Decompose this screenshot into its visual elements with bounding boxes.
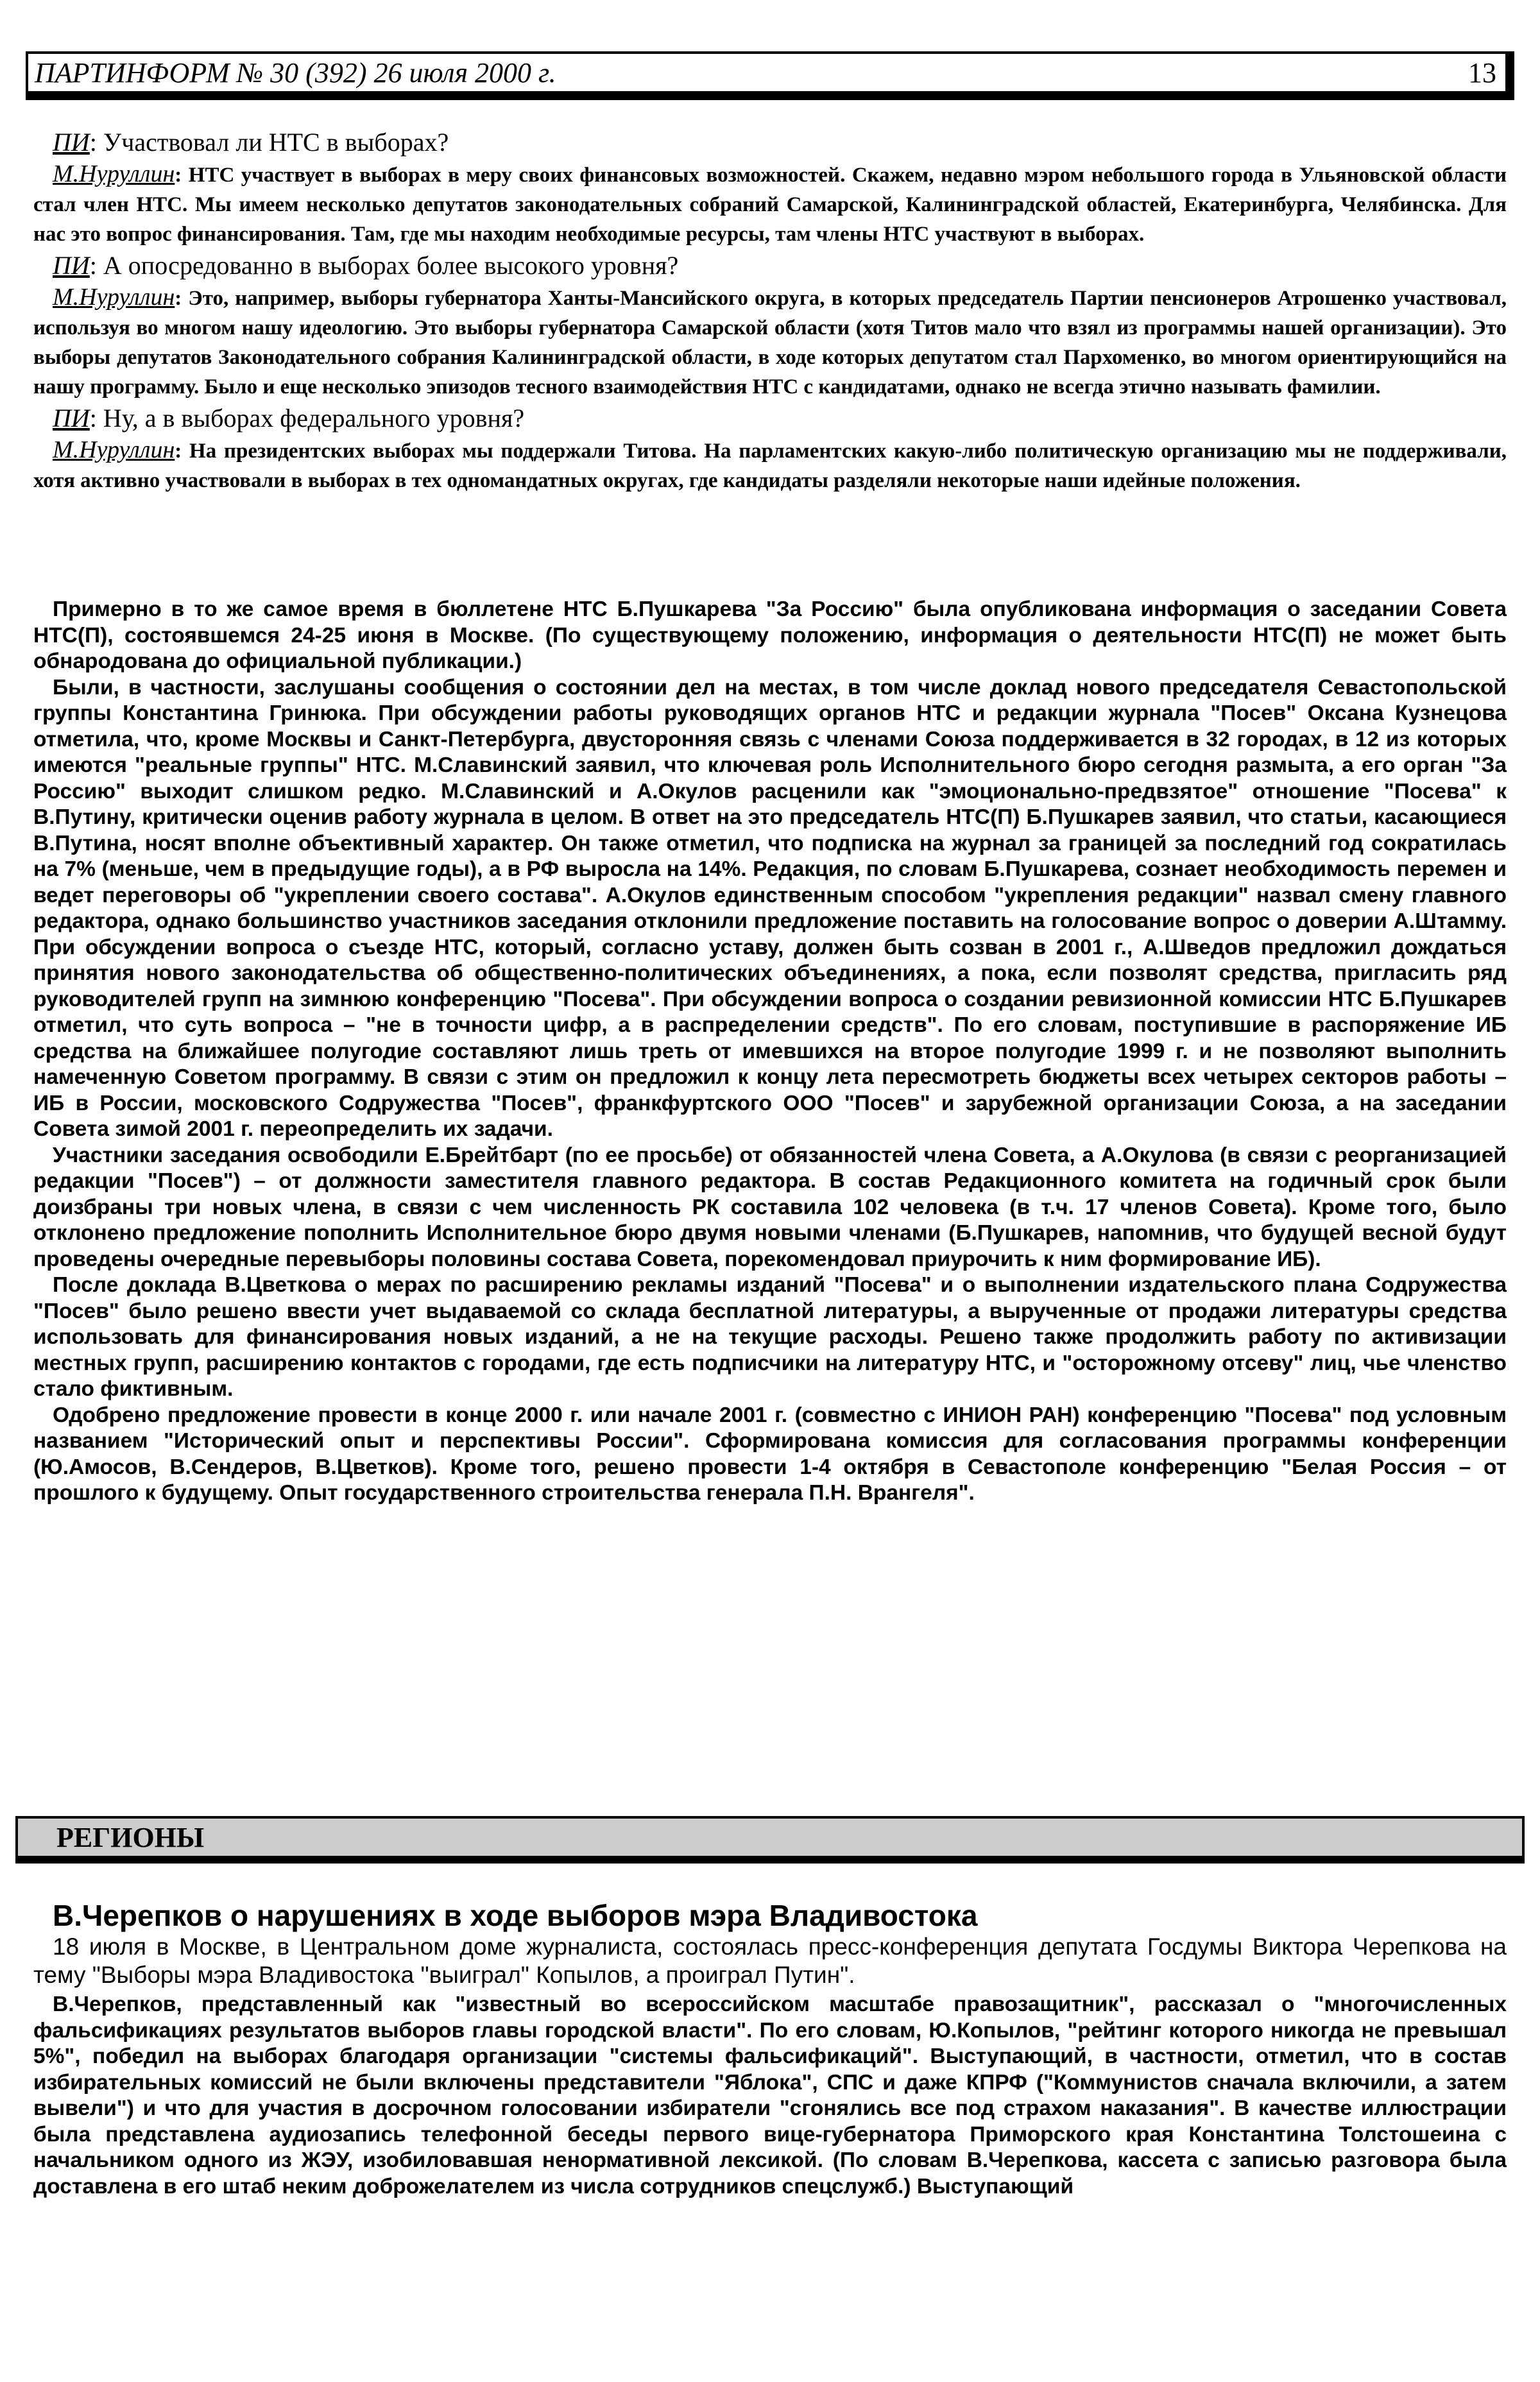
- answer-text: : НТС участвует в выборах в меру своих финансовых возможностей. Скажем, недавно мэром небольшого города в Ульяновской области стал член НТС. Мы имеем несколько депутатов законодательных собраний Самарской, Калининградской областей, Екатеринбурга, Челябинска. Для нас это вопрос финансирования. Там, где мы находим необходимые ресурсы, там члены НТС участвуют в выборах.: [33, 164, 1507, 246]
- article-body: В.Черепков, представленный как "известный во всероссийском масштабе правозащитник", рассказал о "многочисленных фальсификациях результатов выборов главы городской власти". По его словам, Ю.Копылов, "рейтинг которого никогда не превышал 5%", победил на выборах благодаря организации "системы фальсификаций". Выступающий, в частности, отметил, что в состав избирательных комиссий не были включены представители "Яблока", СПС и даже КПРФ ("Коммунистов сначала включили, а затем вывели") и что для участия в досрочном голосовании избиратели "сгонялись все под страхом наказания". В качестве иллюстрации была представлена аудиозапись телефонной беседы первого вице-губернатора Приморского края Константина Толстошеина с начальником одного из ЖЭУ, изобиловавшая ненормативной лексикой. (По словам В.Черепкова, кассета с записью разговора была доставлена в его штаб неким доброжелателем из числа сотрудников спецслужб.) Выступающий: [33, 1992, 1507, 2198]
- interview-question: [33, 402, 1507, 435]
- interview-question: [33, 126, 1507, 159]
- interview-answer: [33, 282, 1507, 402]
- answer-text: : Это, например, выборы губернатора Ханты-Мансийского округа, в которых председатель Партии пенсионеров Атрошенко участвовал, используя во многом нашу идеологию. Это выборы губернатора Самарской области (хотя Титов мало что взял из программы нашей организации). Это выборы депутатов Законодательного собрания Калининградской области, в ходе которых депутатом стал Пархоменко, во многом ориентирующийся на нашу программу. Было и еще несколько эпизодов тесного взаимодействия НТС с кандидатами, однако не всегда этично называть фамилии.: [33, 287, 1507, 398]
- report-paragraph: Участники заседания освободили Е.Брейтбарт (по ее просьбе) от обязанностей члена Совета, а А.Окулова (в связи с реорганизацией редакции "Посев") – от должности заместителя главного редактора. В состав Редакционного комитета на годичный срок были доизбраны три новых члена, в связи с чем численность РК составила 102 человека (в т.ч. 17 членов Совета). Кроме того, было отклонено предложение пополнить Исполнительное бюро двумя новыми членами (Б.Пушкарев, напомнив, что будущей весной будут проведены очередные перевыборы половины состава Совета, порекомендовал приурочить к ним формирование ИБ).: [33, 1143, 1507, 1271]
- report-paragraph: Примерно в то же самое время в бюллетене НТС Б.Пушкарева "За Россию" была опубликована информация о заседании Совета НТС(П), состоявшемся 24-25 июня в Москве. (По существующему положению, информация о деятельности НТС(П) не может быть обнародована до официальной публикации.): [33, 597, 1507, 673]
- speaker: М.Нуруллин: [53, 160, 175, 187]
- speaker: М.Нуруллин: [53, 436, 175, 463]
- interview-answer: [33, 159, 1507, 249]
- section-header-regions: [15, 1816, 1525, 1864]
- report-paragraph: Одобрено предложение провести в конце 2000 г. или начале 2001 г. (совместно с ИНИОН РАН) конференцию "Посева" под условным названием "Исторический опыт и перспективы России". Сформирована комиссия для согласования программы конференции (Ю.Амосов, В.Сендеров, В.Цветков). Кроме того, решено провести 1-4 октября в Севастополе конференцию "Белая Россия – от прошлого к будущему. Опыт государственного строительства генерала П.Н. Врангеля".: [33, 1403, 1507, 1505]
- section-title: РЕГИОНЫ: [56, 1821, 205, 1853]
- question-text: : Участвовал ли НТС в выборах?: [89, 128, 449, 157]
- council-report: [33, 597, 1507, 1507]
- article-headline: В.Черепков о нарушениях в ходе выборов мэра Владивостока: [53, 1899, 978, 1932]
- report-paragraph: После доклада В.Цветкова о мерах по расширению рекламы изданий "Посева" и о выполнении издательского плана Содружества "Посев" было решено ввести учет выдаваемой со склада бесплатной литературы, а вырученные от продажи литературы средства использовать для финансирования новых изданий, а не на текущие расходы. Решено также продолжить работу по активизации местных групп, расширению контактов с городами, где есть подписчики на литературу НТС, и "осторожному отсеву" лиц, чье членство стало фиктивным.: [33, 1273, 1507, 1401]
- question-text: : Ну, а в выборах федерального уровня?: [89, 404, 525, 433]
- page-number: 13: [1468, 56, 1496, 89]
- speaker: М.Нуруллин: [53, 284, 175, 311]
- interview-question: [33, 249, 1507, 282]
- speaker: ПИ: [53, 128, 90, 157]
- article-lead: 18 июля в Москве, в Центральном доме журналиста, состоялась пресс-конференция депутата Госдумы Виктора Черепкова на тему "Выборы мэра Владивостока "выиграл" Копылов, а проиграл Путин".: [33, 1933, 1507, 1988]
- speaker: ПИ: [53, 251, 90, 280]
- interview-section: [33, 126, 1507, 495]
- question-text: : А опосредованно в выборах более высокого уровня?: [89, 251, 679, 280]
- page-header: [26, 51, 1514, 100]
- report-paragraph: Были, в частности, заслушаны сообщения о состоянии дел на местах, в том числе доклад нового председателя Севастопольской группы Константина Гринюка. При обсуждении работы руководящих органов НТС и редакции журнала "Посев" Оксана Кузнецова отметила, что, кроме Москвы и Санкт-Петербурга, двусторонняя связь с членами Союза поддерживается в 32 городах, в 12 из которых имеются "реальные группы" НТС. М.Славинский заявил, что ключевая роль Исполнительного бюро сегодня размыта, а его орган "За Россию" выходит слишком редко. М.Славинский и А.Окулов расценили как "эмоционально-предвзятое" отношение "Посева" к В.Путину, критически оценив работу журнала в целом. В ответ на это председатель НТС(П) Б.Пушкарев заявил, что статьи, касающиеся В.Путина, носят вполне объективный характер. Он также отметил, что подписка на журнал за границей за последний год сократилась на 7% (меньше, чем в предыдущие годы), а в РФ выросла на 14%. Редакция, по словам Б.Пушкарева, сознает необходимость перемен и ведет переговоры об "укреплении своего состава". А.Окулов единственным способом "укрепления редакции" назвал смену главного редактора, однако большинство участников заседания отклонили предложение поставить на голосование вопрос о доверии А.Штамму. При обсуждении вопроса о съезде НТС, который, согласно уставу, должен быть созван в 2001 г., А.Шведов предложил дождаться принятия нового законодательства об общественно-политических объединениях, а пока, если позволят средства, пригласить ряд руководителей групп на зимнюю конференцию "Посева". При обсуждении вопроса о создании ревизионной комиссии НТС Б.Пушкарев отметил, что суть вопроса – "не в точности цифр, а в распределении средств". По его словам, поступившие в распоряжение ИБ средства на ближайшее полугодие составляют лишь треть от имевшихся на второе полугодие 1999 г. и не позволяют выполнить намеченную Советом программу. В связи с этим он предложил к концу лета пересмотреть бюджеты всех четырех секторов работы – ИБ в России, московского Содружества "Посев", франкфуртского ООО "Посев" и зарубежной организации Союза, а на заседании Совета зимой 2001 г. переопределить их задачи.: [33, 675, 1507, 1141]
- speaker: ПИ: [53, 404, 90, 433]
- answer-text: : На президентских выборах мы поддержали Титова. На парламентских какую-либо политическую организацию мы не поддерживали, хотя активно участвовали в выборах в тех одномандатных округах, где кандидаты разделяли некоторые наши идейные положения.: [33, 440, 1507, 492]
- publication-title: ПАРТИНФОРМ № 30 (392) 26 июля 2000 г.: [35, 56, 556, 89]
- article: [33, 1898, 1507, 2200]
- interview-answer: [33, 435, 1507, 495]
